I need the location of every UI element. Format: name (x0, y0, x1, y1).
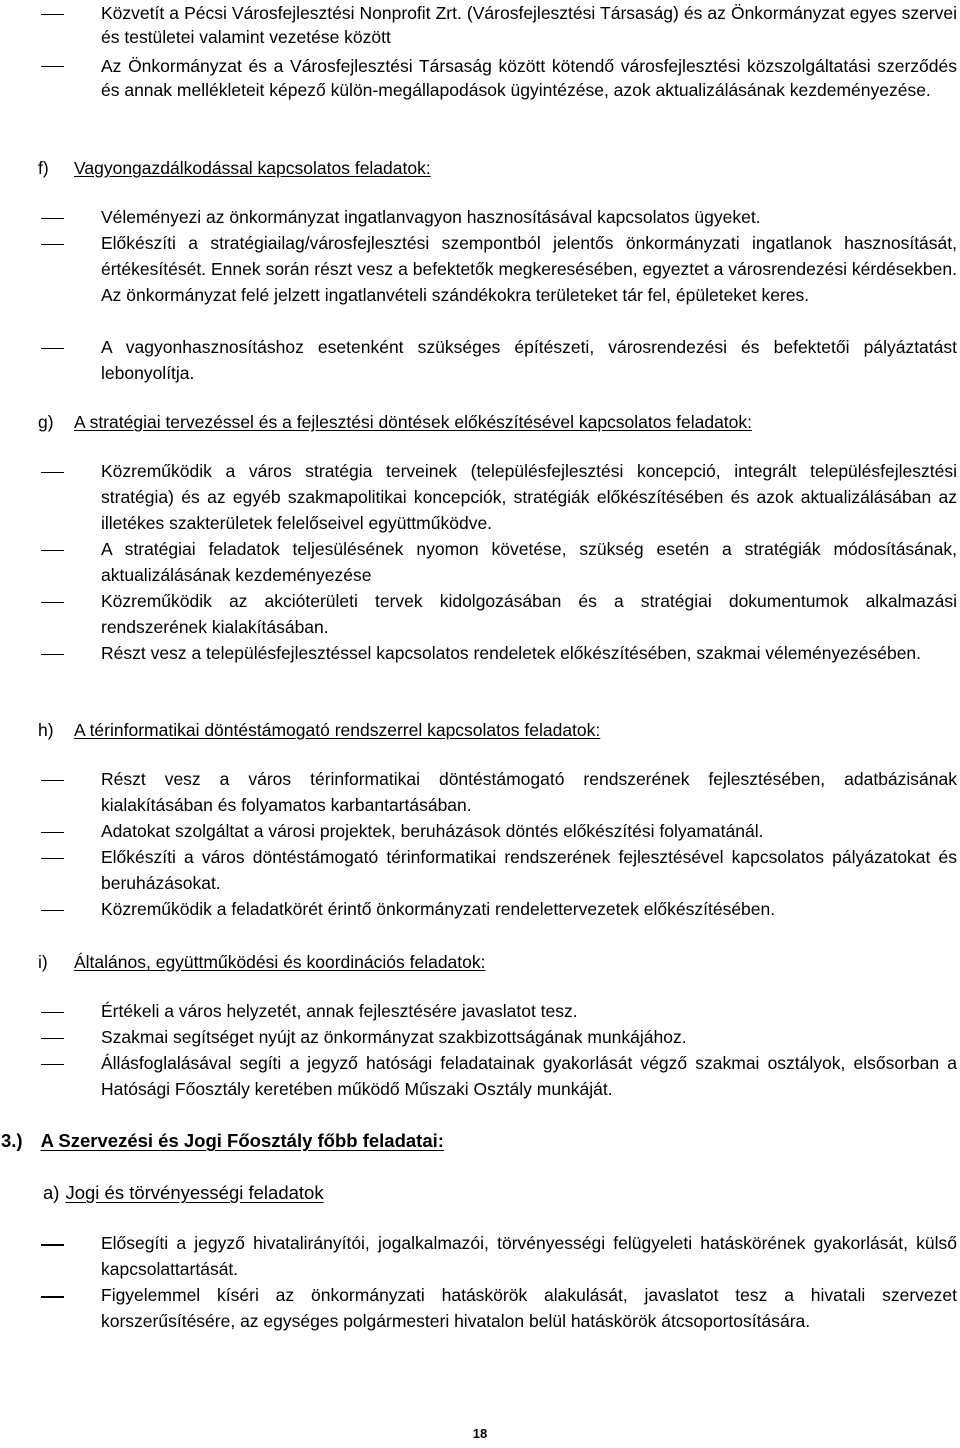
list-dash (41, 858, 64, 859)
list-item: Véleményezi az önkormányzat ingatlanvagyon hasznosításával kapcsolatos ügyeket. (101, 207, 761, 227)
subsection-label: a) (43, 1182, 60, 1203)
list-dash (41, 780, 64, 781)
list-dash (41, 832, 64, 833)
section-heading-f (38, 156, 431, 180)
list-item: Előkészíti a stratégiailag/városfejlesztési szempontból jelentős önkormányzati ingatlanok hasznosítását, értékesítését. Ennek során részt vesz a befektetők megkeresésében, egyeztet a városrendezési kérdésekben. Az önkormányzat felé jelzett ingatlanvételi szándékokra területeket tár fel, épületeket keres. (101, 233, 957, 305)
list-dash (41, 1064, 64, 1065)
section-title: Vagyongazdálkodással kapcsolatos feladatok: (74, 158, 431, 178)
section-label: g) (38, 412, 54, 432)
subsection-heading-a (43, 1180, 324, 1206)
section-title: A térinformatikai döntéstámogató rendszerrel kapcsolatos feladatok: (74, 720, 601, 740)
section-heading-g (38, 410, 752, 434)
list-item: Adatokat szolgáltat a városi projektek, beruházások döntés előkészítési folyamatánál. (101, 821, 764, 841)
section-label: h) (38, 720, 54, 740)
list-item: Részt vesz a város térinformatikai döntéstámogató rendszerének fejlesztésében, adatbázisának kialakításában és folyamatos karbantartásában. (101, 769, 957, 815)
list-dash (41, 654, 64, 655)
list-dash (41, 14, 64, 15)
list-dash (41, 1012, 64, 1013)
chapter-title: A Szervezési és Jogi Főosztály főbb feladatai: (40, 1130, 444, 1151)
list-item: Elősegíti a jegyző hivatalirányítói, jogalkalmazói, törvényességi felügyeleti hatáskörének gyakorlását, külső kapcsolattartását. (101, 1233, 957, 1279)
list-dash (41, 244, 64, 245)
list-item: Közreműködik a feladatkörét érintő önkormányzati rendelettervezetek előkészítésében. (101, 899, 776, 919)
list-dash (41, 472, 64, 473)
section-label: f) (38, 158, 49, 178)
chapter-heading (1, 1128, 444, 1154)
list-item: A vagyonhasznosításhoz esetenként szükséges építészeti, városrendezési és befektetői pályáztatást lebonyolítja. (101, 337, 957, 383)
list-dash (41, 550, 64, 551)
list-item: Az Önkormányzat és a Városfejlesztési Társaság között kötendő városfejlesztési közszolgáltatási szerződés és annak mellékleteit képező külön-megállapodások ügyintézése, azok aktualizálásának kezdeményezése. (101, 56, 957, 100)
chapter-label: 3.) (1, 1130, 23, 1151)
list-dash (41, 218, 64, 219)
list-dash (41, 602, 64, 603)
section-title: Általános, együttműködési és koordinációs feladatok: (74, 952, 486, 972)
list-dash (41, 66, 64, 67)
list-item: A stratégiai feladatok teljesülésének nyomon követése, szükség esetén a stratégiák módosításának, aktualizálásának kezdeményezése (101, 539, 957, 585)
list-item: Részt vesz a településfejlesztéssel kapcsolatos rendeletek előkészítésében, szakmai véleményezésében. (101, 643, 922, 663)
list-dash (41, 1296, 64, 1298)
list-dash (41, 1244, 64, 1246)
list-item: Értékeli a város helyzetét, annak fejlesztésére javaslatot tesz. (101, 1001, 578, 1021)
section-label: i) (38, 952, 48, 972)
list-item: Szakmai segítséget nyújt az önkormányzat szakbizottságának munkájához. (101, 1027, 687, 1047)
section-heading-i (38, 950, 486, 974)
list-dash (41, 348, 64, 349)
section-heading-h (38, 718, 600, 742)
list-item: Közvetít a Pécsi Városfejlesztési Nonprofit Zrt. (Városfejlesztési Társaság) és az Önkormányzat egyes szervei és testületei valamint vezetése között (101, 3, 957, 47)
page-number: 18 (472, 1426, 488, 1441)
list-item: Állásfoglalásával segíti a jegyző hatósági feladatainak gyakorlását végző szakmai osztályok, elsősorban a Hatósági Főosztály keretében működő Műszaki Osztály munkáját. (101, 1053, 957, 1099)
list-item: Figyelemmel kíséri az önkormányzati hatáskörök alakulását, javaslatot tesz a hivatali szervezet korszerűsítésére, az egységes polgármesteri hivatalon belül hatáskörök átcsoportosítására. (101, 1285, 957, 1331)
list-dash (41, 910, 64, 911)
list-item: Közreműködik az akcióterületi tervek kidolgozásában és a stratégiai dokumentumok alkalmazási rendszerének kialakításában. (101, 591, 957, 637)
section-title: A stratégiai tervezéssel és a fejlesztési döntések előkészítésével kapcsolatos feladatok: (74, 412, 753, 432)
list-dash (41, 1038, 64, 1039)
list-item: Előkészíti a város döntéstámogató térinformatikai rendszerének fejlesztésével kapcsolatos pályázatokat és beruházásokat. (101, 847, 957, 893)
subsection-title: Jogi és törvényességi feladatok (65, 1182, 324, 1203)
list-item: Közreműködik a város stratégia terveinek (településfejlesztési koncepció, integrált településfejlesztési stratégia) és az egyéb szakmapolitikai koncepciók, stratégiák előkészítésében és azok aktualizálásában az illetékes szakterületek felelőseivel együttműködve. (101, 461, 957, 533)
